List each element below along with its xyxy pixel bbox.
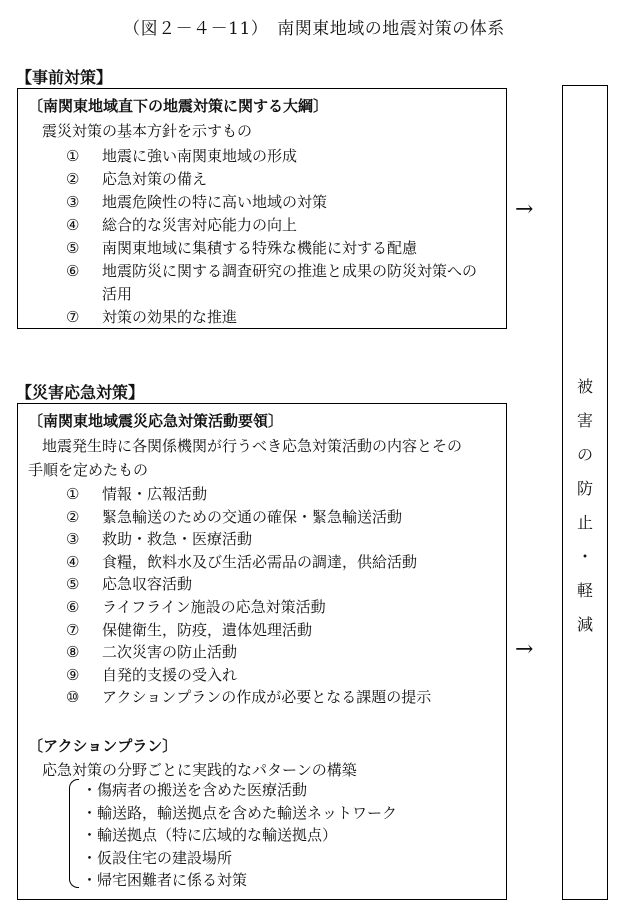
pre-measure-item xyxy=(66,237,417,258)
item-text: 緊急輸送のための交通の確保・緊急輸送活動 xyxy=(102,507,403,526)
arrow-right-icon: → xyxy=(515,197,534,222)
emergency-measure-item xyxy=(66,506,402,527)
emergency-measure-item xyxy=(66,664,237,685)
item-number: ① xyxy=(66,485,80,503)
item-number: ⑦ xyxy=(66,308,80,326)
item-text: 対策の効果的な推進 xyxy=(102,308,238,326)
result-char: 減 xyxy=(576,615,593,634)
item-number: ⑤ xyxy=(66,239,80,257)
item-number: ⑥ xyxy=(66,262,80,280)
pre-measure-item xyxy=(66,145,297,166)
emergency-intro-line-2: 手順を定めたもの xyxy=(28,461,149,479)
item-number: ③ xyxy=(66,193,80,211)
item-number: ⑩ xyxy=(66,688,80,707)
item-number: ⑥ xyxy=(66,598,80,616)
item-text: 二次災害の防止活動 xyxy=(102,643,238,662)
item-text: アクションプランの作成が必要となる課題の提示 xyxy=(102,688,432,707)
pre-measures-heading: 【事前対策】 xyxy=(16,68,113,87)
item-number: ② xyxy=(66,507,80,526)
emergency-measures-box-heading: 〔南関東地域震災応急対策活動要領〕 xyxy=(28,412,284,430)
pre-measure-item xyxy=(66,168,207,189)
item-text: 救助・救急・医療活動 xyxy=(102,530,253,549)
result-char: 軽 xyxy=(576,581,593,600)
emergency-measure-item xyxy=(66,619,312,640)
pre-measure-item xyxy=(66,306,237,327)
pre-measure-item xyxy=(66,191,327,212)
pre-measure-item xyxy=(66,260,477,281)
item-text: 自発的支援の受入れ xyxy=(102,665,238,684)
item-number: ① xyxy=(66,147,80,165)
action-plan-intro: 応急対策の分野ごとに実践的なパターンの構築 xyxy=(42,761,357,779)
item-text: 地震防災に関する調査研究の推進と成果の防災対策への xyxy=(102,262,478,280)
item-number: ④ xyxy=(66,216,80,234)
emergency-measure-item xyxy=(66,641,237,662)
pre-measures-intro: 震災対策の基本方針を示すもの xyxy=(42,122,253,140)
emergency-measure-item xyxy=(66,686,431,707)
item-text: ライフライン施設の応急対策活動 xyxy=(102,598,326,616)
emergency-measures-heading: 【災害応急対策】 xyxy=(16,383,145,402)
item-number: ⑧ xyxy=(66,643,80,662)
item-text: 応急収容活動 xyxy=(102,575,193,594)
item-text: 応急対策の備え xyxy=(102,170,208,188)
pre-measures-box-heading: 〔南関東地域直下の地震対策に関する大綱〕 xyxy=(28,97,329,115)
emergency-measure-item xyxy=(66,483,207,504)
item-text: 食糧，飲料水及び生活必需品の調達，供給活動 xyxy=(102,552,418,571)
result-char: 止 xyxy=(576,513,593,532)
emergency-measure-item xyxy=(66,573,192,594)
item-number: ⑤ xyxy=(66,575,80,594)
figure-title: （図２－４－11） 南関東地域の地震対策の体系 xyxy=(123,19,505,39)
action-plan-bullet: ・傷病者の搬送を含めた医療活動 xyxy=(82,781,308,799)
item-text: 活用 xyxy=(102,285,133,303)
item-number: ③ xyxy=(66,530,80,549)
pre-measure-item xyxy=(66,283,132,304)
action-plan-bullet: ・輸送拠点（特に広域的な輸送拠点） xyxy=(82,826,338,844)
item-text: 情報・広報活動 xyxy=(102,485,208,503)
arrow-right-icon: → xyxy=(515,637,534,662)
result-char: 害 xyxy=(576,411,593,430)
result-char: 被 xyxy=(576,377,593,396)
result-char: ・ xyxy=(576,547,593,566)
emergency-intro-line-1: 地震発生時に各関係機関が行うべき応急対策活動の内容とその xyxy=(42,437,463,455)
item-number: ④ xyxy=(66,552,80,571)
item-text: 地震に強い南関東地域の形成 xyxy=(102,147,298,165)
action-plan-bullet: ・仮設住宅の建設場所 xyxy=(82,848,233,867)
result-label xyxy=(562,370,608,642)
action-plan-bracket xyxy=(69,779,79,888)
action-plan-bullet: ・輸送路，輸送拠点を含めた輸送ネットワーク xyxy=(82,803,398,822)
action-plan-heading: 〔アクションプラン〕 xyxy=(28,737,178,755)
item-number: ⑨ xyxy=(66,665,80,684)
result-char: 防 xyxy=(576,479,593,498)
item-text: 地震危険性の特に高い地域の対策 xyxy=(102,193,328,211)
pre-measure-item xyxy=(66,214,297,235)
item-text: 総合的な災害対応能力の向上 xyxy=(102,216,298,234)
item-number: ② xyxy=(66,170,80,188)
result-char: の xyxy=(576,445,593,464)
emergency-measure-item xyxy=(66,551,417,572)
emergency-measure-item xyxy=(66,528,252,549)
item-text: 保健衛生，防疫，遺体処理活動 xyxy=(102,620,313,639)
emergency-measure-item xyxy=(66,596,326,617)
action-plan-bullet: ・帰宅困難者に係る対策 xyxy=(82,871,248,889)
item-number: ⑦ xyxy=(66,620,80,639)
item-text: 南関東地域に集積する特殊な機能に対する配慮 xyxy=(102,239,418,257)
